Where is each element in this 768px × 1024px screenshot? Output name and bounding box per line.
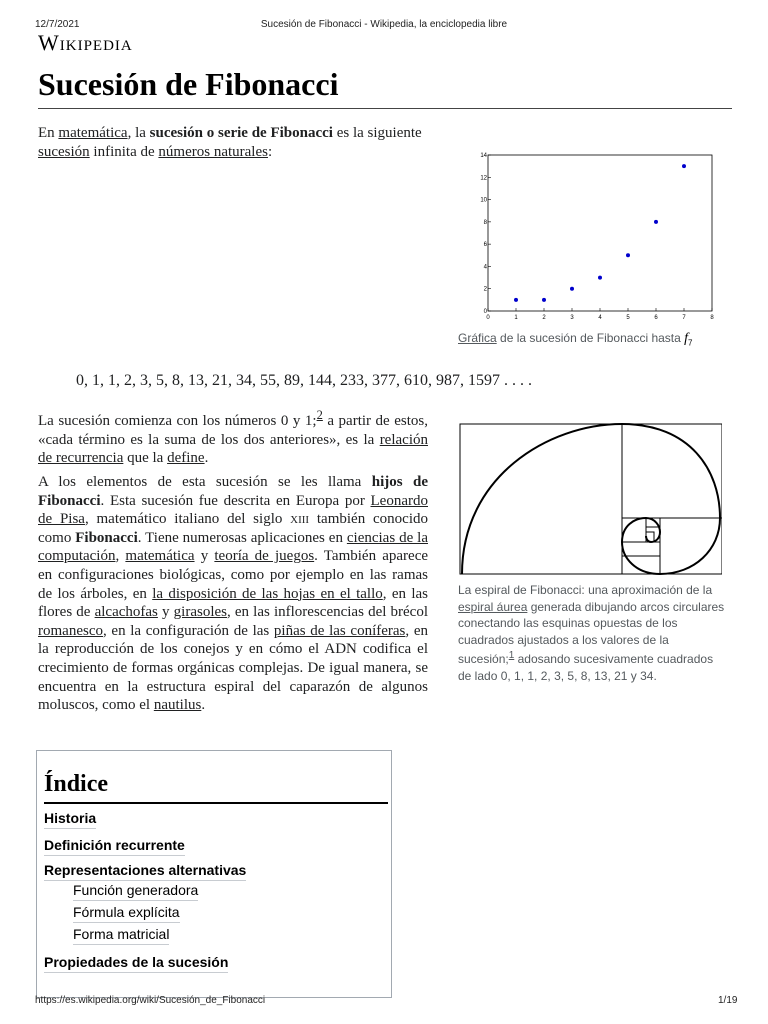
- ref-1-link[interactable]: 1: [508, 650, 515, 661]
- link-sucesion[interactable]: sucesión: [38, 143, 90, 160]
- spiral-square: [460, 424, 722, 574]
- x-tick-label: 6: [654, 315, 658, 321]
- data-point: [682, 164, 686, 168]
- data-point: [570, 287, 574, 291]
- logo-text: Wikipedia: [38, 30, 133, 55]
- paragraph-hijos: A los elementos de esta sucesión se les llama hijos de Fibonacci. Esta sucesión fue descrita en Europa por Leonardo de Pisa, matemático italiano del siglo xiii también conocido como Fibonacci. Tiene numerosas aplicaciones en ciencias de la computación, matemática y teoría de juegos. También aparece en configuraciones biológicas, como por ejemplo en las ramas de los árboles, en la disposición de las hojas en el tallo, en las flores de alcachofas y girasoles, en las inflorescencias del brécol romanesco, en la configuración de las piñas de las coníferas, en la reproducción de los conejos y en cómo el ADN codifica el crecimiento de formas orgánicas complejas. De igual manera, se encuentra en la estructura espiral del caparazón de algunos moluscos, como el nautilus.: [38, 474, 429, 714]
- data-point: [654, 220, 658, 224]
- toc-item-definicion-recurrente[interactable]: Definición recurrente: [44, 837, 185, 856]
- toc-item-propiedades[interactable]: Propiedades de la sucesión: [44, 954, 228, 973]
- ref-2-link[interactable]: 2: [316, 408, 323, 422]
- print-page-title: Sucesión de Fibonacci - Wikipedia, la enciclopedia libre: [260, 19, 508, 30]
- link-matematica[interactable]: matemática: [58, 125, 128, 141]
- link-pinas-coniferas[interactable]: piñas de las coníferas: [273, 622, 406, 639]
- spiral-caption: La espiral de Fibonacci: una aproximación de la espiral áurea generada dibujando arcos circulares conectando las esquinas opuestas de los cuadrados ajustados a los valores de la sucesión;$^1$ adosando sucesivamente cuadrados de lado 0, 1, 1, 2, 3, 5, 8, 13, 21 y 34.: [458, 583, 725, 683]
- link-disposicion-hojas[interactable]: la disposición de las hojas en el tallo: [152, 585, 383, 602]
- x-tick-label: 1: [514, 315, 518, 321]
- wikipedia-logo[interactable]: [38, 30, 133, 56]
- y-tick-label: 10: [480, 197, 487, 204]
- data-point: [598, 276, 602, 280]
- x-tick-label: 4: [598, 315, 602, 321]
- x-tick-label: 7: [682, 315, 686, 321]
- y-tick-label: 6: [483, 242, 487, 249]
- toc-title: Índice: [44, 771, 109, 797]
- chart-caption: Gráfica de la sucesión de Fibonacci hasta $f_7$: [458, 331, 693, 348]
- toc-item-formula-explicita[interactable]: Fórmula explícita: [73, 904, 180, 923]
- link-define[interactable]: define: [167, 450, 205, 467]
- data-point: [626, 253, 630, 257]
- link-grafica[interactable]: Gráfica: [458, 331, 497, 345]
- y-tick-label: 12: [480, 175, 487, 182]
- x-tick-label: 8: [710, 315, 714, 321]
- link-espiral-aurea[interactable]: espiral áurea: [458, 599, 528, 614]
- link-ciencias-computacion[interactable]: ciencias de la computación: [38, 529, 428, 565]
- link-relacion-recurrencia[interactable]: relación de recurrencia: [38, 431, 428, 467]
- intro-paragraph: En matemática, la sucesión o serie de Fibonacci es la siguiente sucesión infinita de números naturales:: [38, 125, 422, 160]
- print-page-number: 1/19: [718, 995, 738, 1006]
- link-leonardo-de-pisa[interactable]: Leonardo de Pisa: [38, 492, 428, 528]
- print-url: https://es.wikipedia.org/wiki/Sucesión_de_Fibonacci: [35, 995, 266, 1006]
- link-romanesco[interactable]: romanesco: [38, 622, 103, 639]
- fibonacci-scatter-chart: [480, 150, 720, 322]
- link-alcachofas[interactable]: alcachofas: [94, 604, 158, 621]
- spiral-curve: [462, 424, 720, 574]
- y-tick-label: 4: [483, 264, 487, 271]
- title-divider: [38, 108, 732, 109]
- y-tick-label: 2: [483, 286, 487, 293]
- x-tick-label: 0: [486, 315, 490, 321]
- data-point: [542, 298, 546, 302]
- toc-item-forma-matricial[interactable]: Forma matricial: [73, 926, 169, 945]
- link-teoria-juegos[interactable]: teoría de juegos: [214, 548, 315, 565]
- link-numeros-naturales[interactable]: números naturales: [158, 143, 268, 160]
- x-tick-label: 5: [626, 315, 630, 321]
- page-title: Sucesión de Fibonacci: [38, 66, 339, 102]
- paragraph-definition: La sucesión comienza con los números 0 y 1;$^2$ a partir de estos, «cada término es la suma de los dos anteriores», es la relación de recurrencia que la define.: [38, 408, 428, 467]
- toc-divider: [44, 802, 388, 804]
- link-girasoles[interactable]: girasoles: [173, 604, 227, 621]
- x-tick-label: 2: [542, 315, 546, 321]
- y-tick-label: 14: [480, 153, 487, 159]
- toc-item-representaciones[interactable]: Representaciones alternativas: [44, 862, 246, 881]
- data-point: [514, 298, 518, 302]
- fibonacci-sequence: 0, 1, 1, 2, 3, 5, 8, 13, 21, 34, 55, 89, 144, 233, 377, 610, 987, 1597 . . . .: [76, 372, 532, 389]
- link-matematica-2[interactable]: matemática: [125, 548, 195, 565]
- print-date: 12/7/2021: [35, 19, 80, 30]
- link-nautilus[interactable]: nautilus: [153, 697, 202, 714]
- y-tick-label: 0: [483, 309, 487, 315]
- fibonacci-spiral-image: [458, 422, 722, 576]
- x-tick-label: 3: [570, 315, 574, 321]
- y-tick-label: 8: [483, 219, 487, 226]
- plot-frame: [488, 155, 712, 311]
- toc-item-funcion-generadora[interactable]: Función generadora: [73, 882, 198, 901]
- table-of-contents: [36, 750, 392, 998]
- toc-item-historia[interactable]: Historia: [44, 810, 96, 829]
